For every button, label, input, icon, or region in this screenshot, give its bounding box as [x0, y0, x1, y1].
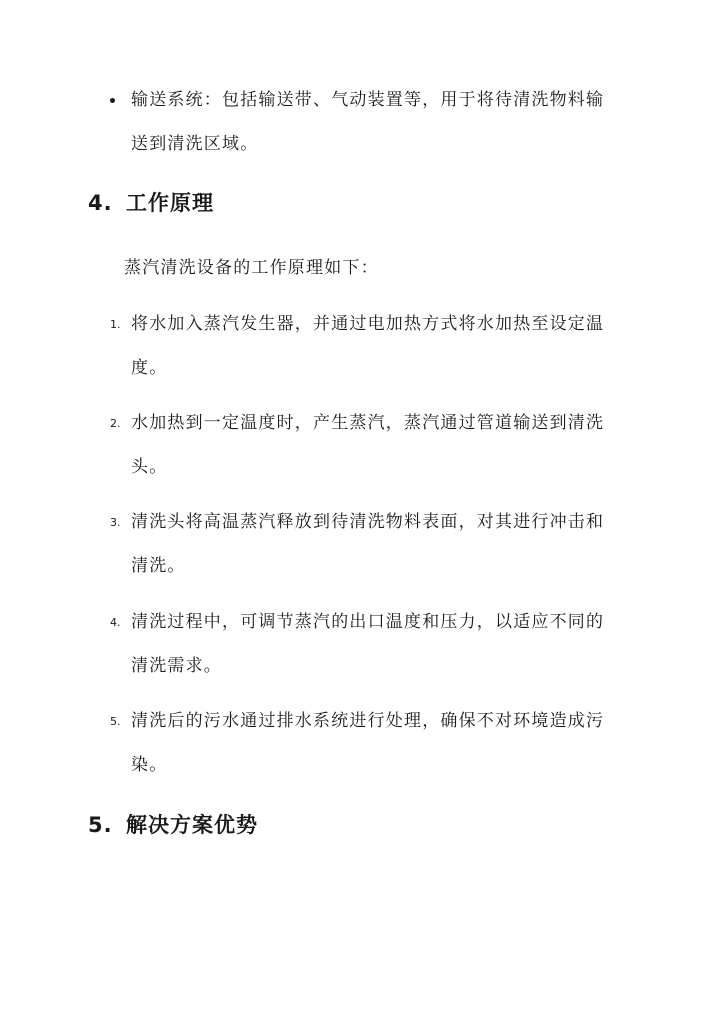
list-item-line-2: 清洗。: [131, 556, 186, 576]
intro-paragraph: 蒸汽清洗设备的工作原理如下：: [124, 258, 379, 278]
section-number: 4.: [88, 191, 113, 215]
section-title: 工作原理: [126, 191, 214, 215]
list-item-line-1: 将水加入蒸汽发生器，并通过电加热方式将水加热至设定温: [131, 314, 605, 334]
list-item-line-2: 度。: [131, 358, 168, 378]
section-title: 解决方案优势: [126, 813, 258, 837]
bullet-text-line-1: 输送系统：包括输送带、气动装置等，用于将待清洗物料输: [131, 90, 605, 110]
bullet-dot-icon: [110, 98, 115, 103]
list-item-number: 3.: [110, 516, 121, 529]
list-item-line-2: 染。: [131, 755, 168, 775]
list-item-line-2: 清洗需求。: [131, 656, 222, 676]
list-item-number: 4.: [110, 616, 121, 629]
section-heading-5: [88, 811, 258, 839]
list-item-line-2: 头。: [131, 457, 168, 477]
list-item-line-1: 水加热到一定温度时，产生蒸汽，蒸汽通过管道输送到清洗: [131, 413, 605, 433]
bullet-text-line-2: 送到清洗区域。: [131, 134, 259, 154]
section-heading-4: [88, 189, 214, 217]
list-item-number: 5.: [110, 715, 121, 728]
list-item-line-1: 清洗头将高温蒸汽释放到待清洗物料表面，对其进行冲击和: [131, 512, 605, 532]
list-item-number: 2.: [110, 417, 121, 430]
list-item-line-1: 清洗后的污水通过排水系统进行处理，确保不对环境造成污: [131, 711, 605, 731]
section-number: 5.: [88, 813, 113, 837]
list-item-line-1: 清洗过程中，可调节蒸汽的出口温度和压力，以适应不同的: [131, 612, 605, 632]
list-item-number: 1.: [110, 318, 121, 331]
